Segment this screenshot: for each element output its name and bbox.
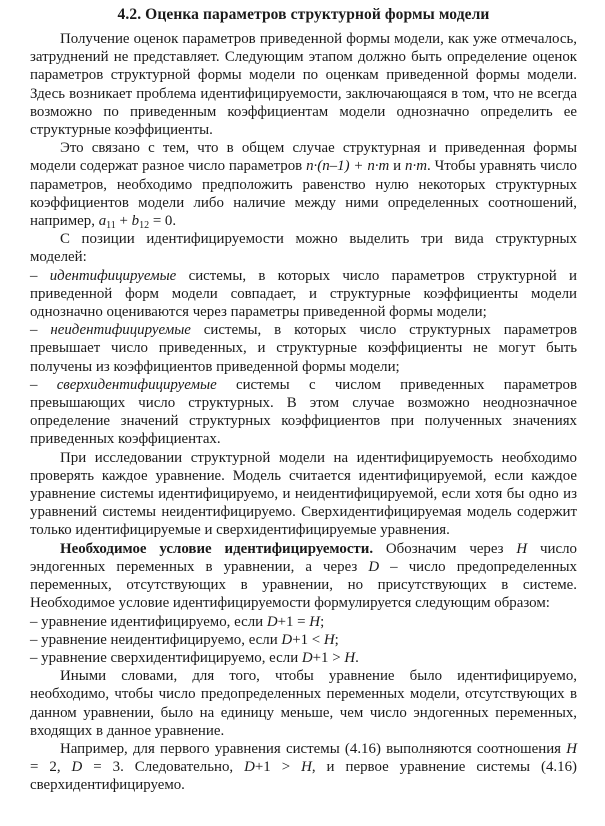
formula-structural-params: n·(n–1) + n·m [306, 158, 390, 175]
var-D: D [244, 759, 255, 776]
var-D: D [71, 759, 83, 776]
condition-text: – уравнение идентифицируемо, если [30, 613, 267, 630]
list-item-unidentifiable [30, 321, 577, 376]
condition-D: D [301, 649, 313, 666]
list-dash: – [30, 376, 57, 393]
p5-text: – число предопределенных переменных, отсутствующих в уравнении, но присутствующих в системе. Необходимое условие идентифицируемости формулируется следующим образом: [30, 558, 577, 612]
var-D: D [368, 558, 380, 575]
list-dash: – [30, 322, 51, 339]
paragraph-in-other-words: Иными словами, для того, чтобы уравнение было идентифицируемо, необходимо, чтобы число предопределенных переменных модели, отсутствующих в данном уравнении, было на единицу меньше, чем число эндогенных переменных, входящих в данное уравнение. [30, 668, 577, 739]
section-heading: 4.2. Оценка параметров структурной формы модели [117, 6, 490, 23]
condition-D: D [281, 631, 293, 648]
condition-identifiable [30, 613, 577, 631]
example-b-sub: 12 [139, 220, 150, 232]
var-H: H [566, 740, 577, 757]
condition-overidentifiable [30, 649, 577, 667]
p2-text-a: Это связано с тем, что в общем случае структурная и приведенная формы модели содержат разное число параметров [30, 140, 577, 175]
example-a: a [98, 213, 107, 230]
var-H: H [516, 540, 528, 557]
example-end: = 0. [149, 213, 177, 230]
paragraph-intro: Получение оценок параметров приведенной формы модели, как уже отмечалось, затруднений не представляет. Следующим этапом должно быть определение оценок параметров структурной формы модели по оценкам приведенной формы модели. Здесь возникает проблема идентифицируемости, заключающаяся в том, что не всегда возможно по приведенным коэффициентам модели однозначно определить ее структурные коэффициенты. [30, 31, 577, 139]
condition-op: +1 > [312, 649, 345, 666]
condition-end: ; [320, 613, 325, 630]
term-identifiable: идентифицируемые [49, 267, 177, 284]
list-dash: – [30, 267, 50, 284]
necessary-condition-title: Необходимое условие идентифицируемости. [60, 540, 374, 557]
condition-text: – уравнение сверхидентифицируемо, если [30, 649, 302, 666]
p7-text: Например, для первого уравнения системы (4.16) выполняются соотношения [60, 740, 567, 757]
condition-D: D [266, 613, 278, 630]
p5-text: Обозначим через [373, 540, 517, 557]
paragraph-necessary-condition [30, 540, 577, 613]
example-b: b [131, 213, 140, 230]
condition-H: H [344, 649, 356, 666]
condition-unidentifiable [30, 631, 577, 649]
p7-text: , и первое уравнение системы (4.16) сверхидентифицируемо. [30, 759, 578, 794]
condition-op: +1 < [292, 631, 324, 648]
term-overidentifiable: сверхидентифицируемые [56, 376, 217, 393]
condition-H: H [309, 613, 321, 630]
list-item-overidentifiable [30, 376, 577, 449]
p7-text: = 2, [30, 759, 72, 776]
paragraph-model-check: При исследовании структурной модели на идентифицируемость необходимо проверять каждое уравнение. Модель считается идентифицируемой, если каждое уравнение системы идентифицируемо, и неидентифицируемой, если хотя бы одно из уравнений системы неидентифицируемо. Сверхидентифицируемая модель содержит только идентифицируемые и сверхидентифицируемые уравнения. [30, 449, 577, 539]
example-a-sub: 11 [106, 220, 116, 232]
condition-H: H [323, 631, 335, 648]
p2-text-b: . Чтобы уравнять число параметров, необходимо предположить равенство нулю некоторых структурных коэффициентов модели либо наличие между ними определенных соотношений, например, [30, 158, 577, 230]
p5-text: число эндогенных переменных в уравнении, а через [30, 540, 578, 575]
term-unidentifiable: неидентифицируемые [50, 322, 191, 339]
list-item-identifiable [30, 267, 577, 322]
condition-end: ; [334, 631, 339, 648]
var-H: H [301, 759, 312, 776]
condition-text: – уравнение неидентифицируемо, если [30, 631, 282, 648]
p7-text: +1 > [254, 759, 302, 776]
paragraph-example [30, 740, 577, 795]
condition-end: . [355, 649, 359, 666]
list-item-text: системы с числом приведенных параметров превышающих число структурных. В этом случае возможно неоднозначное определение значений структурных коэффициентов при полученных значениях приведенных коэффициентах. [30, 376, 577, 448]
formula-reduced-params: n·m [405, 158, 427, 175]
example-plus: + [115, 213, 132, 230]
p2-and: и [393, 158, 402, 175]
condition-op: +1 = [277, 613, 310, 630]
list-item-text: системы, в которых число структурных параметров превышает число приведенных, и структурные коэффициенты не могут быть получены из коэффициентов приведенной формы модели; [30, 322, 577, 375]
list-item-text: системы, в которых число параметров структурной и приведенной форм модели совпадает, и структурные коэффициенты модели однозначно оцениваются через параметры приведенной формы модели; [30, 267, 577, 321]
p7-text: = 3. Следовательно, [82, 759, 245, 776]
paragraph-parameters [30, 139, 577, 230]
paragraph-types: С позиции идентифицируемости можно выделить три вида структурных моделей: [30, 231, 577, 266]
